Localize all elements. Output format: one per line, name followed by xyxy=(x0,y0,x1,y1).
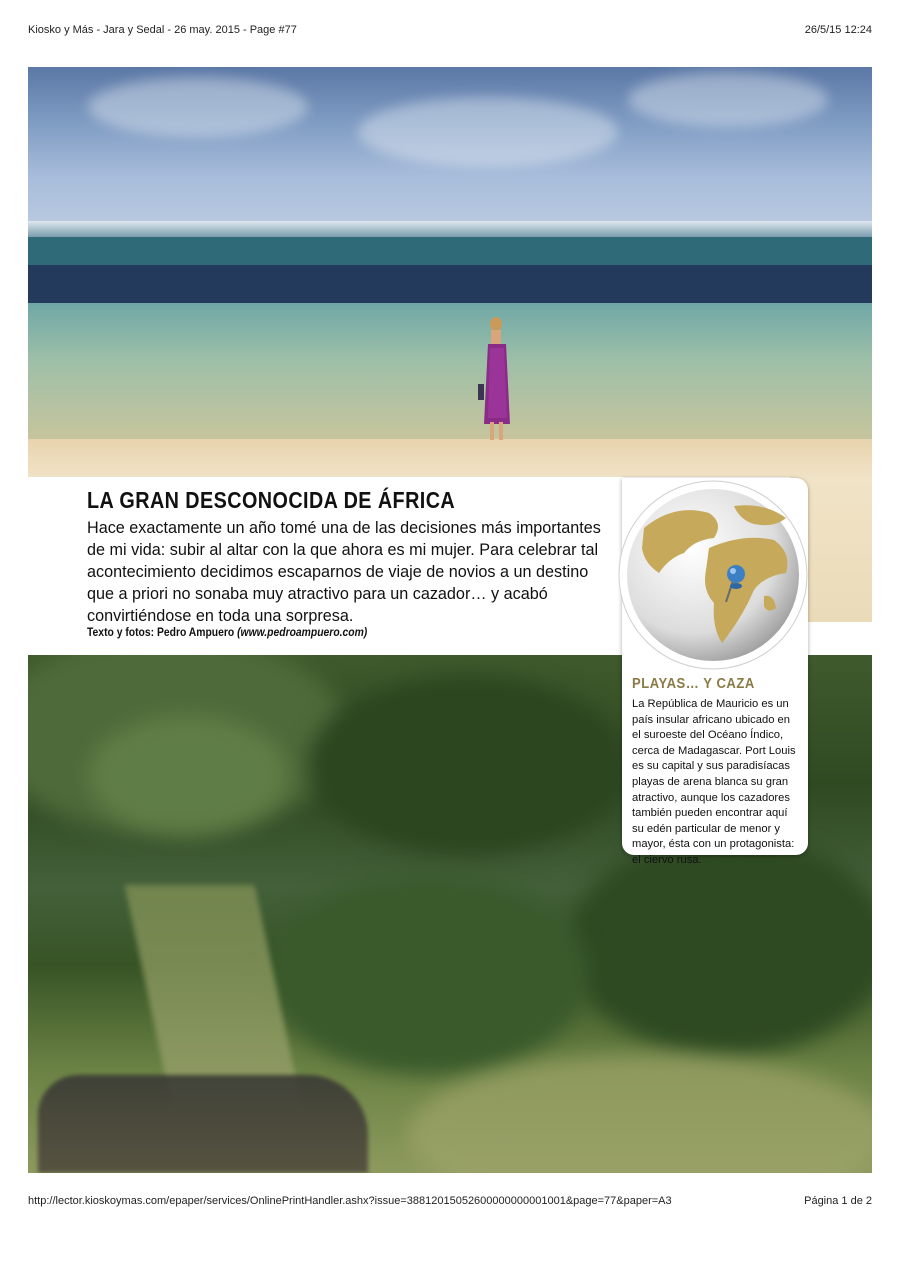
article-credit xyxy=(87,627,367,639)
photo-foliage xyxy=(308,675,628,855)
photo-cloud xyxy=(88,77,308,137)
globe-map-pin-icon xyxy=(614,478,812,676)
photo-deep-sea xyxy=(28,265,872,305)
photo-cloud xyxy=(628,72,828,127)
photo-sand xyxy=(28,439,872,477)
photo-foreground-gear xyxy=(38,1075,368,1173)
article-lede: Hace exactamente un año tomé una de las decisiones más importantes de mi vida: subir al altar con la que ahora es mi mujer. Para celebrar tal acontecimiento decidimos escaparnos de viaje de novios a un destino que a priori no sonaba muy atractivo para un cazador… y acabó convirtiéndose en toda una sorpresa. xyxy=(87,519,601,625)
photo-shallow-water xyxy=(28,303,872,443)
photo-sea xyxy=(28,237,872,267)
credit-label: Texto y fotos: Pedro Ampuero xyxy=(87,627,238,639)
sidebar-heading: PLAYAS… Y CAZA xyxy=(632,676,755,692)
photo-foliage xyxy=(268,875,588,1075)
photo-grass-slope xyxy=(125,885,302,1105)
woman-figure xyxy=(476,314,518,446)
credit-website: (www.pedroampuero.com) xyxy=(237,627,368,639)
beach-photo xyxy=(28,67,872,477)
print-header-title: Kiosko y Más - Jara y Sedal - 26 may. 2015 - Page #77 xyxy=(28,24,297,36)
print-header-datetime: 26/5/15 12:24 xyxy=(804,24,872,36)
photo-foliage xyxy=(88,715,288,835)
print-footer-page: Página 1 de 2 xyxy=(804,1195,872,1207)
photo-grass xyxy=(408,1055,872,1173)
print-footer-url: http://lector.kioskoymas.com/epaper/services/OnlinePrintHandler.ashx?issue=38812015052600000000001001&page=77&paper=A3 xyxy=(28,1195,672,1207)
article-title: LA GRAN DESCONOCIDA DE ÁFRICA xyxy=(87,487,456,513)
sidebar-body: La República de Mauricio es un país insular africano ubicado en el suroeste del Océano Índico, cerca de Madagascar. Port Louis es su capital y sus paradisíacas playas de arena blanca su gran atractivo, aunque los cazadores también pueden encontrar aquí su edén particular de menor y mayor, ésta con un protagonista: el ciervo rusa. xyxy=(632,698,796,866)
photo-cloud xyxy=(358,97,618,167)
